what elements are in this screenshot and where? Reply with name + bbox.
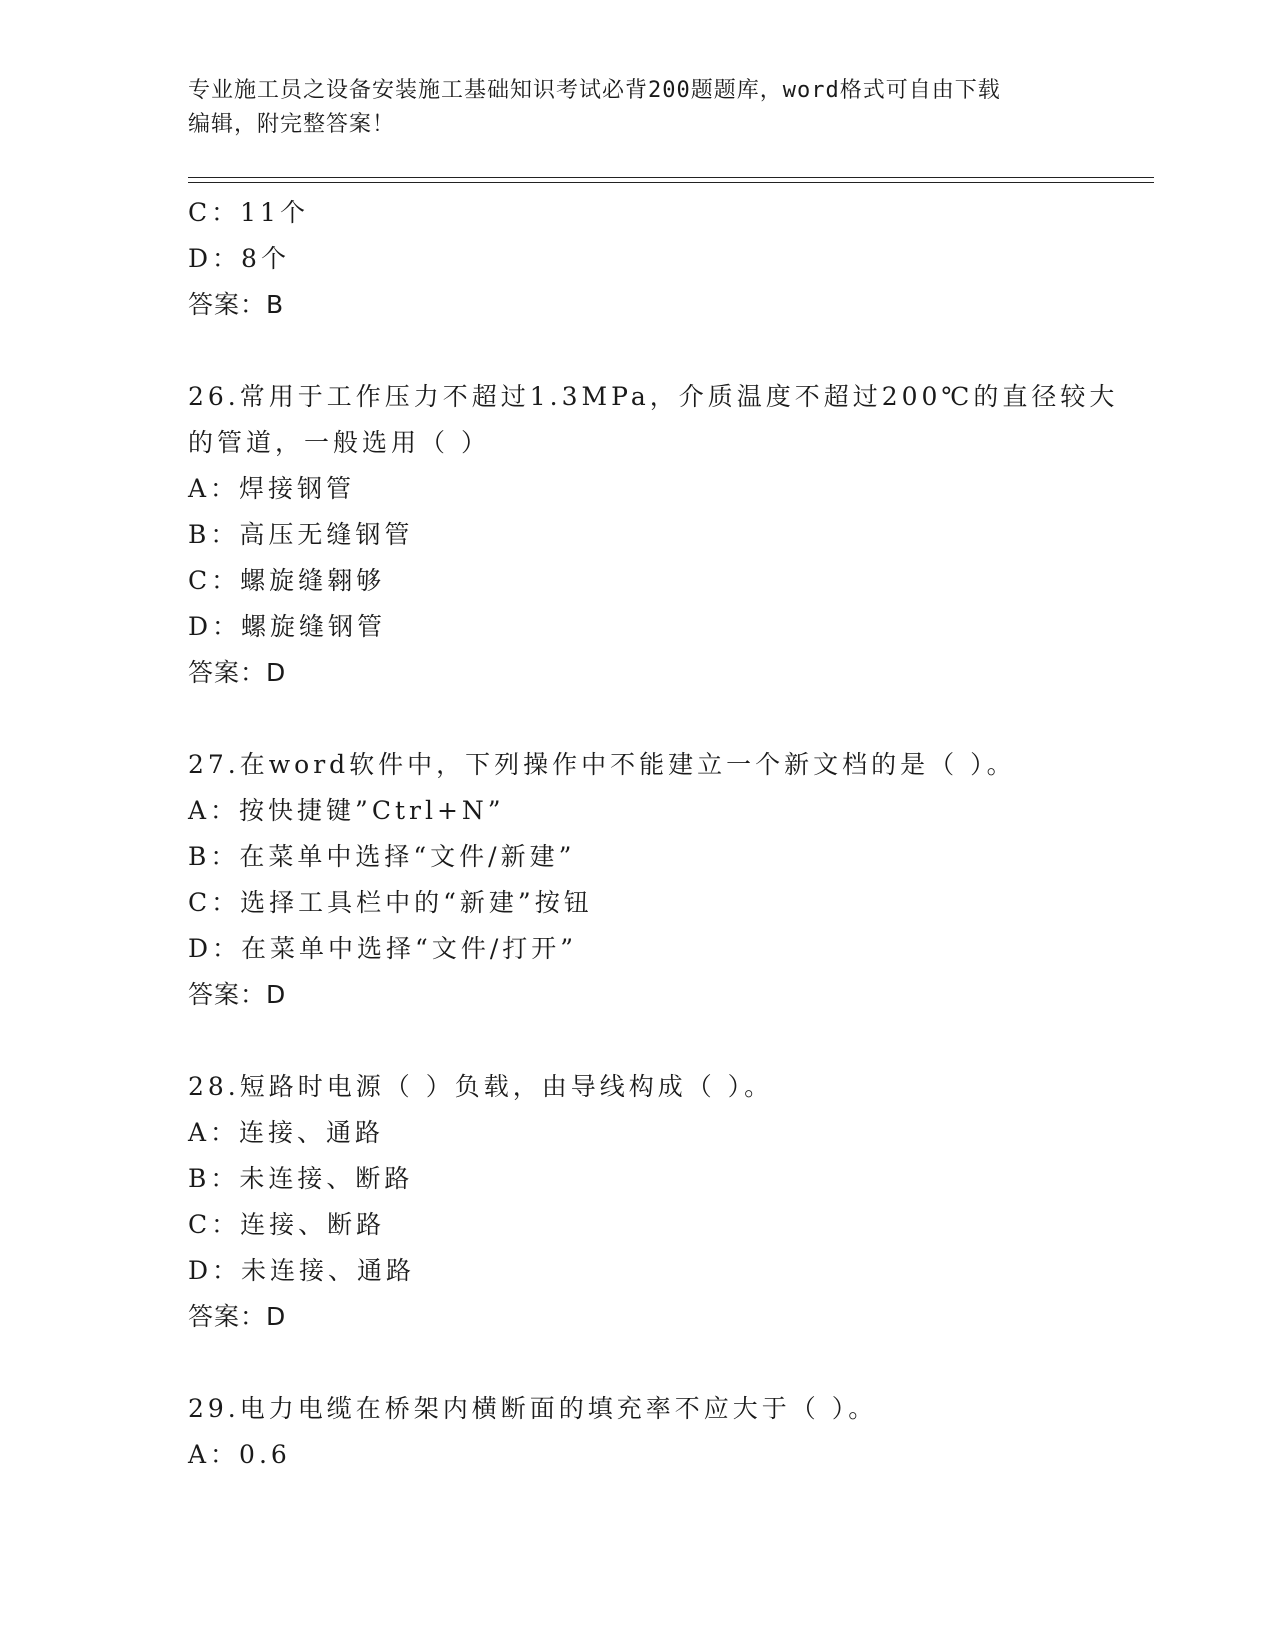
- option-d: D：螺旋缝钢管: [188, 612, 387, 641]
- option-a: A：按快捷键”Ctrl+N”: [188, 796, 505, 825]
- option-b: B：未连接、断路: [188, 1164, 414, 1193]
- spacer: [188, 328, 1128, 374]
- option-c: C：螺旋缝翱够: [188, 566, 386, 595]
- question-29: [188, 1386, 1128, 1478]
- answer-line: 答案：D: [188, 1302, 287, 1331]
- option-a: A：0.6: [188, 1440, 291, 1469]
- option-d: D：在菜单中选择“文件/打开”: [188, 934, 578, 963]
- option-b: B：高压无缝钢管: [188, 520, 414, 549]
- question-stem: 29.电力电缆在桥架内横断面的填充率不应大于（ ）。: [188, 1394, 878, 1423]
- answer-line: 答案：D: [188, 980, 287, 1009]
- spacer: [188, 1018, 1128, 1064]
- option-b: B：在菜单中选择“文件/新建”: [188, 842, 576, 871]
- option-d: D：8个: [188, 244, 290, 273]
- spacer: [188, 1340, 1128, 1386]
- header-rule-bottom: [188, 182, 1154, 183]
- option-a: A：焊接钢管: [188, 474, 356, 503]
- question-27: [188, 742, 1128, 1018]
- question-stem: 26.常用于工作压力不超过1.3MPa，介质温度不超过200℃的直径较大: [188, 382, 1119, 411]
- question-stem: 28.短路时电源（ ）负载，由导线构成（ ）。: [188, 1072, 774, 1101]
- spacer: [188, 696, 1128, 742]
- option-d: D：未连接、通路: [188, 1256, 416, 1285]
- document-header: [188, 74, 1088, 142]
- question-list: [188, 190, 1128, 1478]
- header-title-line-1: 专业施工员之设备安装施工基础知识考试必背200题题库，word格式可自由下载: [188, 78, 1001, 103]
- question-25-tail: [188, 190, 1128, 328]
- option-c: C：11个: [188, 198, 309, 227]
- option-a: A：连接、通路: [188, 1118, 385, 1147]
- option-c: C：连接、断路: [188, 1210, 386, 1239]
- answer-line: 答案：B: [188, 290, 285, 319]
- header-title-line-2: 编辑，附完整答案！: [188, 112, 396, 137]
- answer-line: 答案：D: [188, 658, 287, 687]
- question-26: [188, 374, 1128, 696]
- option-c: C：选择工具栏中的“新建”按钮: [188, 888, 593, 917]
- header-rule-top: [188, 177, 1154, 178]
- question-stem: 27.在word软件中，下列操作中不能建立一个新文档的是（ ）。: [188, 750, 1016, 779]
- question-28: [188, 1064, 1128, 1340]
- question-stem-continued: 的管道，一般选用（ ）: [188, 428, 490, 457]
